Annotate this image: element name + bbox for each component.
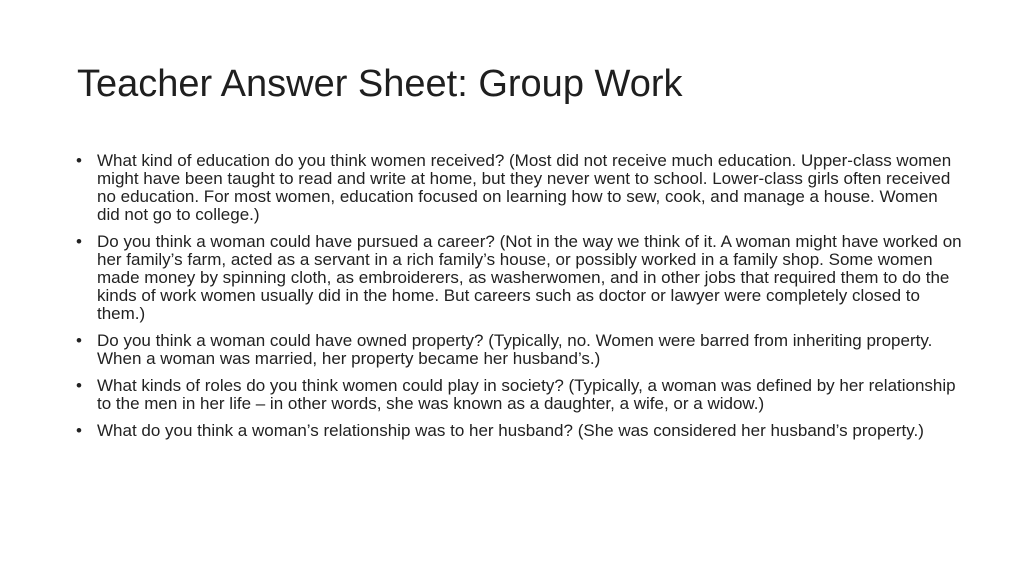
bullet-item-roles [72, 377, 962, 413]
bullet-icon: • [76, 331, 82, 350]
slide-title: Teacher Answer Sheet: Group Work [77, 63, 683, 105]
bullet-list [72, 152, 962, 449]
bullet-item-husband [72, 422, 962, 440]
bullet-text: What kinds of roles do you think women could play in society? (Typically, a woman was defined by her relationship to the men in her life – in other words, she was known as a daughter, a wife, or a widow.) [97, 376, 956, 413]
bullet-item-property [72, 332, 962, 368]
bullet-icon: • [76, 151, 82, 170]
bullet-icon: • [76, 376, 82, 395]
bullet-text: Do you think a woman could have pursued a career? (Not in the way we think of it. A woman might have worked on her family’s farm, acted as a servant in a rich family’s house, or possibly worked in a family shop. Some women made money by spinning cloth, as embroiderers, as washerwomen, and in other jobs that required them to do the kinds of work women usually did in the home. But careers such as doctor or lawyer were completely closed to them.) [97, 232, 962, 323]
bullet-item-career [72, 233, 962, 323]
bullet-text: What do you think a woman’s relationship was to her husband? (She was considered her husband’s property.) [97, 421, 924, 440]
bullet-item-education [72, 152, 962, 224]
bullet-text: What kind of education do you think women received? (Most did not receive much education. Upper-class women might have been taught to read and write at home, but they never went to school. Lower-class girls often received no education. For most women, education focused on learning how to sew, cook, and manage a house. Women did not go to college.) [97, 151, 952, 224]
bullet-icon: • [76, 232, 82, 251]
bullet-icon: • [76, 421, 82, 440]
bullet-text: Do you think a woman could have owned property? (Typically, no. Women were barred from inheriting property. When a woman was married, her property became her husband’s.) [97, 331, 933, 368]
